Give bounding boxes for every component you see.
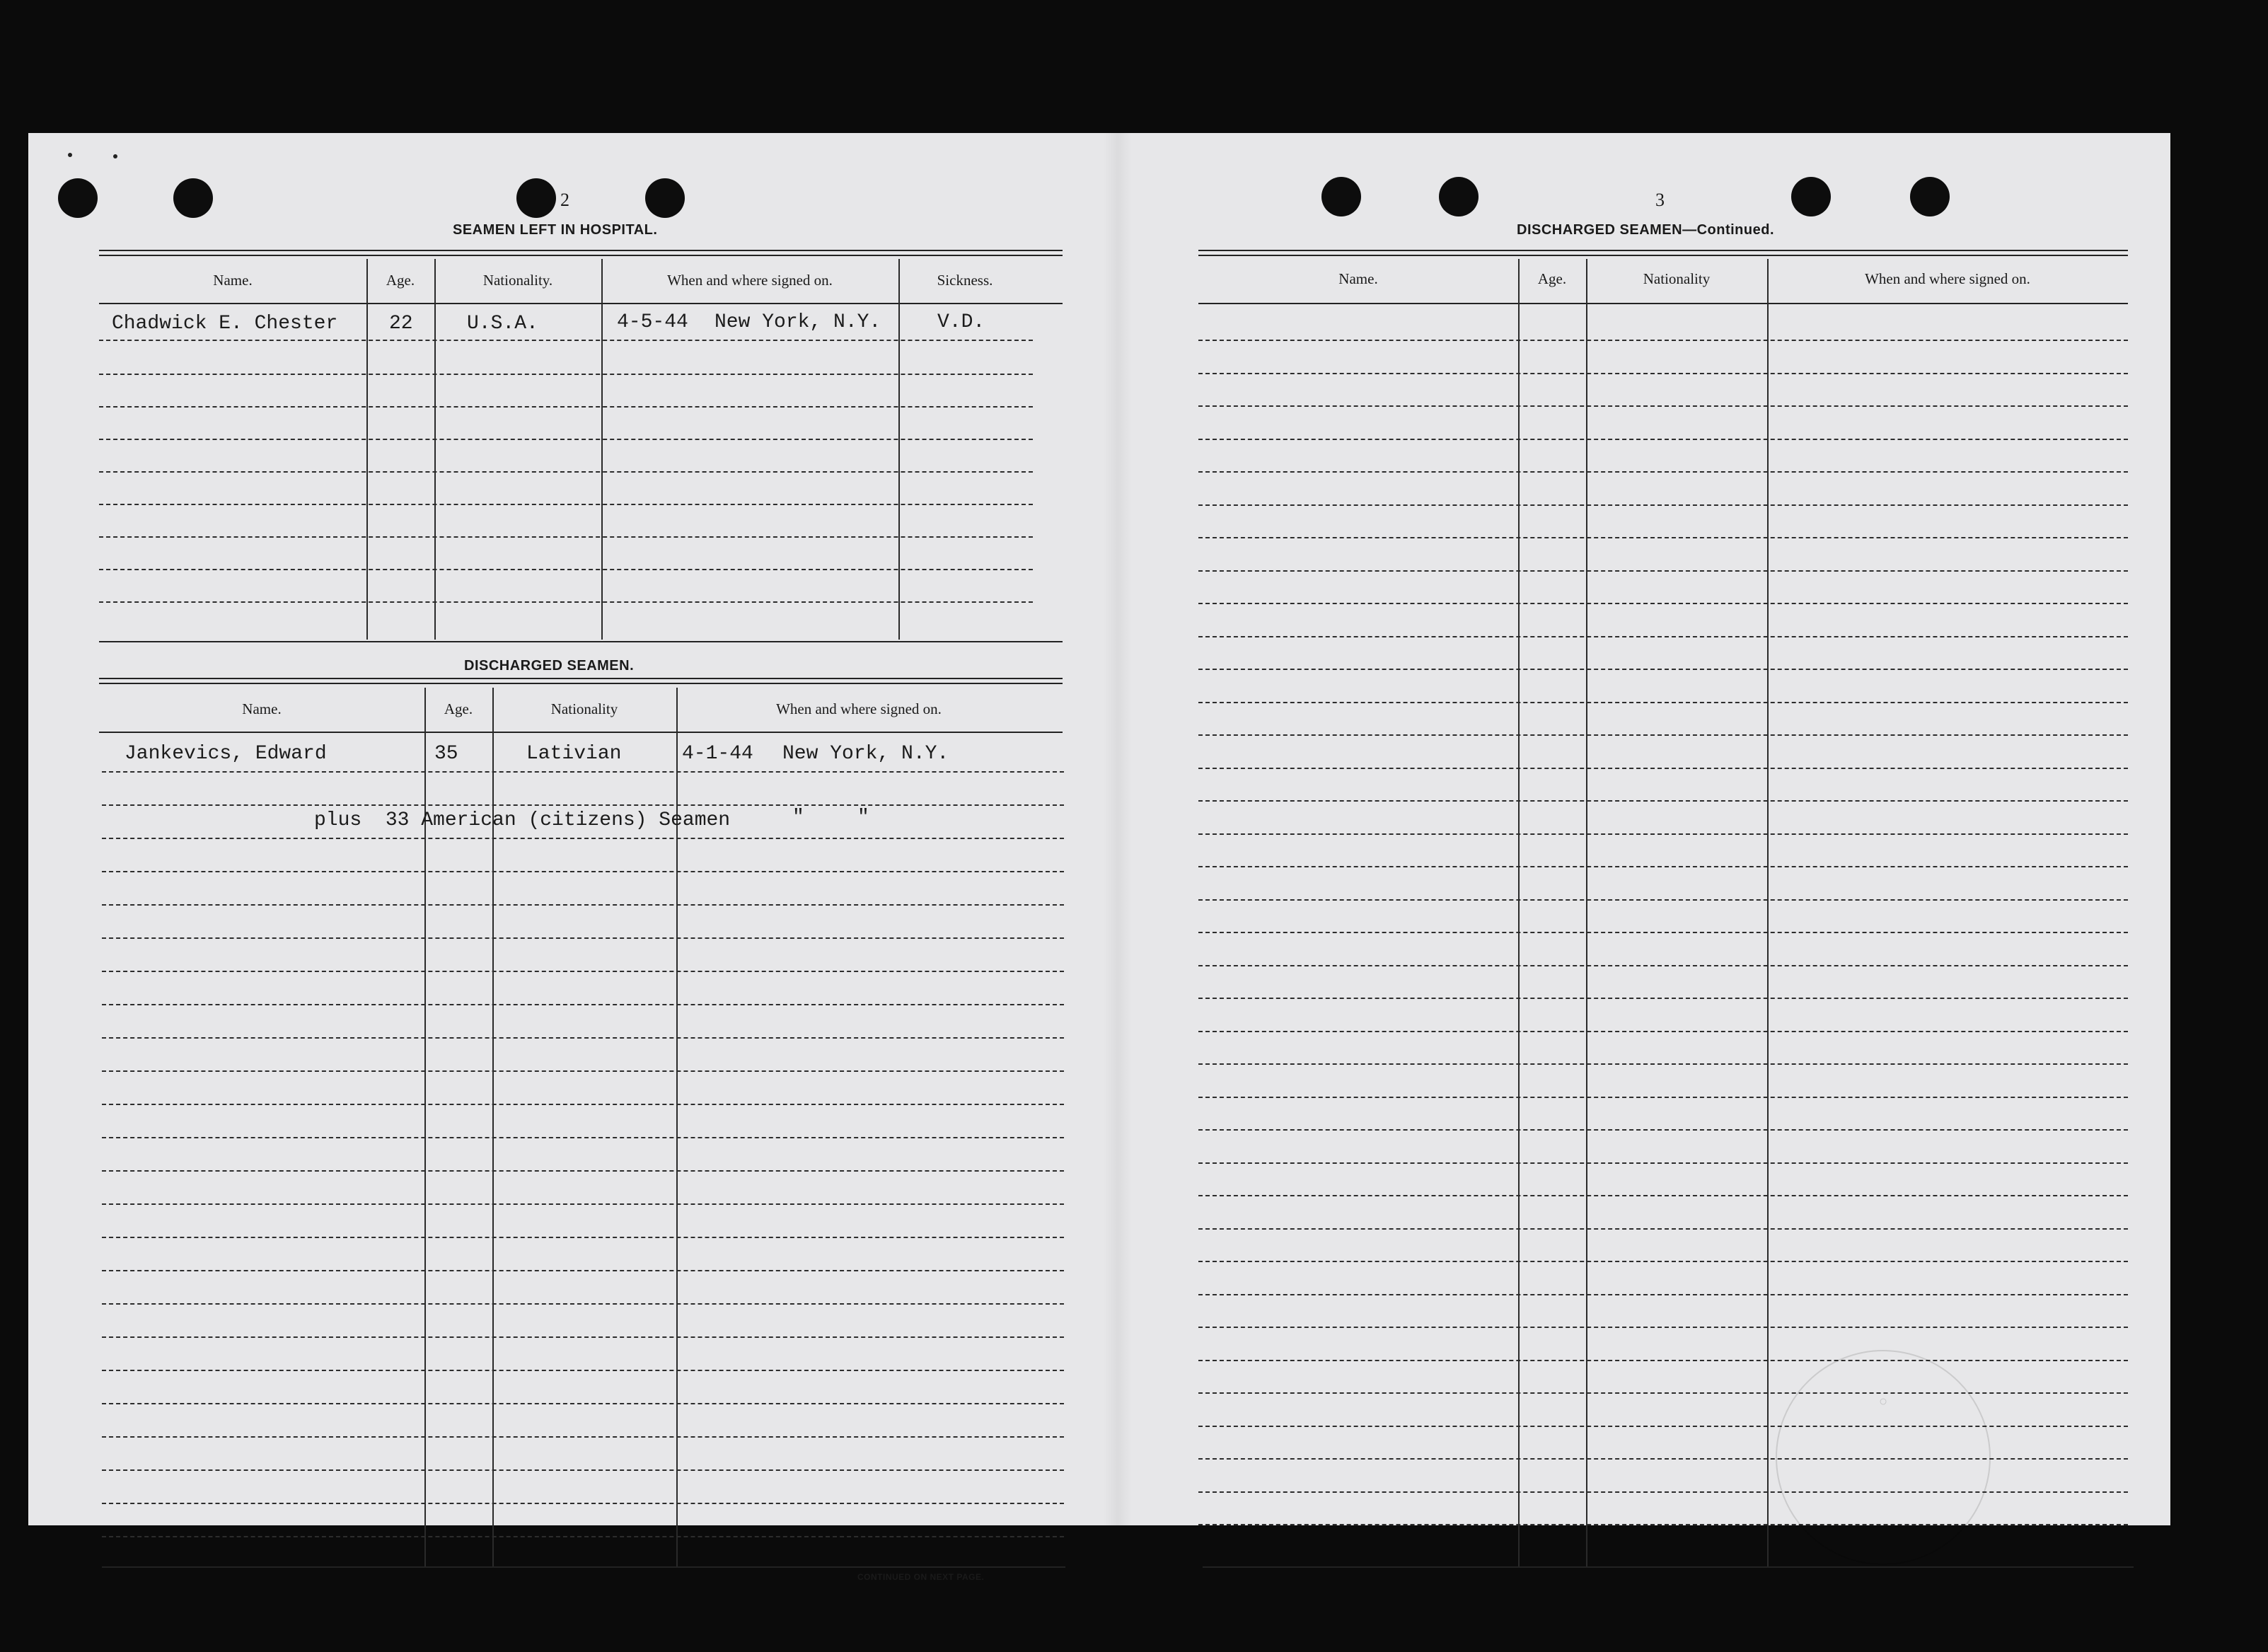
row-line <box>102 1237 1064 1238</box>
row-line <box>102 904 1064 906</box>
row-line <box>102 1370 1064 1371</box>
discharged-row-place: New York, N.Y. <box>782 743 949 765</box>
row-line <box>1198 537 2128 538</box>
row-line <box>1198 570 2128 572</box>
row-line <box>102 1004 1064 1005</box>
row-line <box>1198 603 2128 604</box>
row-line <box>1198 1327 2128 1328</box>
row-line <box>99 374 1033 375</box>
binder-hole <box>645 178 685 218</box>
row-line <box>99 536 1033 538</box>
discharged-note: plus 33 American (citizens) Seamen <box>314 809 731 831</box>
discharged-row-age: 35 <box>434 743 458 765</box>
row-line <box>1198 1031 2128 1032</box>
column-divider <box>1767 259 1769 1568</box>
ledger-sheet <box>28 133 2170 1582</box>
ditto-mark: " <box>792 807 804 828</box>
row-line <box>1198 800 2128 802</box>
row-line <box>102 1037 1064 1039</box>
row-line <box>102 871 1064 872</box>
col-header-age: Age. <box>444 700 473 717</box>
row-line <box>1198 504 2128 506</box>
row-line <box>1198 636 2128 637</box>
col-header-name: Name. <box>242 700 282 717</box>
row-line <box>1198 1360 2128 1361</box>
left-page <box>28 133 1118 1582</box>
row-line <box>1198 373 2128 374</box>
row-line <box>102 1436 1064 1438</box>
row-line <box>102 1503 1064 1504</box>
row-line <box>1198 1261 2128 1262</box>
col-header-signed-on: When and where signed on. <box>667 272 833 289</box>
discharged-row-name: Jankevics, Edward <box>125 743 327 765</box>
row-line <box>1198 1097 2128 1098</box>
col-header-name: Name. <box>213 272 253 289</box>
row-line <box>1198 1063 2128 1065</box>
row-line <box>1198 439 2128 440</box>
column-divider <box>1586 259 1587 1568</box>
rule <box>1198 255 2128 256</box>
row-line <box>102 838 1064 839</box>
row-line <box>1198 405 2128 407</box>
column-divider <box>366 259 368 640</box>
row-line <box>102 804 1064 806</box>
hospital-row-name: Chadwick E. Chester <box>112 313 338 335</box>
row-line <box>99 569 1033 570</box>
col-header-nationality: Nationality. <box>482 272 553 289</box>
row-line <box>102 1336 1064 1338</box>
rule <box>1198 303 2128 304</box>
column-divider <box>1518 259 1520 1568</box>
hospital-row-date: 4-5-44 <box>617 311 688 333</box>
row-line <box>102 1270 1064 1271</box>
row-line <box>102 771 1064 773</box>
row-line <box>1198 669 2128 670</box>
page-number: 2 <box>560 190 569 210</box>
row-line <box>102 1536 1064 1537</box>
row-line <box>1198 932 2128 933</box>
row-line <box>1198 1294 2128 1295</box>
rule <box>99 641 1063 642</box>
column-divider <box>898 259 900 640</box>
rule <box>99 732 1063 733</box>
binder-hole <box>1910 177 1950 216</box>
rule <box>1198 250 2128 251</box>
rule <box>99 683 1063 684</box>
continued-note: CONTINUED ON NEXT PAGE. <box>857 1572 985 1582</box>
row-line <box>99 439 1033 440</box>
rule <box>99 250 1063 251</box>
rule <box>99 255 1063 256</box>
binder-hole <box>1791 177 1831 216</box>
col-header-nationality: Nationality <box>550 700 618 717</box>
row-line <box>1198 1524 2128 1525</box>
title-suffix: —Continued. <box>1682 222 1775 238</box>
col-header-signed-on: When and where signed on. <box>1865 270 2030 287</box>
hospital-row-nationality: U.S.A. <box>467 313 538 335</box>
rule <box>102 1566 1065 1568</box>
row-line <box>99 504 1033 505</box>
row-line <box>102 971 1064 972</box>
row-line <box>102 1203 1064 1205</box>
page-number: 3 <box>1655 190 1665 210</box>
col-header-nationality: Nationality <box>1643 270 1711 287</box>
row-line <box>1198 1426 2128 1427</box>
row-line <box>102 1137 1064 1138</box>
row-line <box>102 1469 1064 1471</box>
row-line <box>1198 702 2128 703</box>
row-line <box>1198 1195 2128 1196</box>
row-line <box>1198 1162 2128 1164</box>
rule <box>1203 1566 2134 1568</box>
speck <box>68 153 72 157</box>
discharged-row-date: 4-1-44 <box>682 743 753 765</box>
row-line <box>1198 1228 2128 1230</box>
row-line <box>1198 899 2128 901</box>
row-line <box>1198 1491 2128 1493</box>
hospital-row-sickness: V.D. <box>937 311 985 333</box>
section-title-hospital: SEAMEN LEFT IN HOSPITAL. <box>453 222 658 238</box>
hospital-row-place: New York, N.Y. <box>714 311 881 333</box>
col-header-age: Age. <box>1537 270 1567 287</box>
row-line <box>1198 965 2128 966</box>
row-line <box>1198 998 2128 999</box>
row-line <box>102 1104 1064 1105</box>
row-line <box>102 1170 1064 1172</box>
col-header-signed-on: When and where signed on. <box>776 700 942 717</box>
ditto-mark: " <box>857 807 869 828</box>
binder-hole <box>58 178 98 218</box>
binder-hole <box>1439 177 1479 216</box>
row-line <box>1198 734 2128 736</box>
rule <box>99 678 1063 679</box>
right-page <box>1118 133 2170 1525</box>
row-line <box>1198 833 2128 835</box>
row-line <box>99 471 1033 473</box>
row-line <box>102 1070 1064 1072</box>
row-line <box>1198 340 2128 341</box>
archive-stamp: ○ <box>1776 1350 1991 1565</box>
row-line <box>99 406 1033 408</box>
speck <box>113 154 117 158</box>
column-divider <box>601 259 603 640</box>
binder-hole <box>1321 177 1361 216</box>
row-line <box>99 340 1033 341</box>
hospital-row-age: 22 <box>389 313 413 335</box>
binder-hole <box>516 178 556 218</box>
row-line <box>1198 471 2128 473</box>
row-line <box>1198 866 2128 867</box>
section-title-discharged-continued <box>1517 222 1774 238</box>
row-line <box>102 1303 1064 1305</box>
col-header-name: Name. <box>1338 270 1378 287</box>
rule <box>99 303 1063 304</box>
row-line <box>99 601 1033 603</box>
title-main: DISCHARGED SEAMEN <box>1517 222 1683 238</box>
discharged-row-nationality: Lativian <box>526 743 622 765</box>
col-header-age: Age. <box>386 272 415 289</box>
column-divider <box>434 259 436 640</box>
row-line <box>1198 1129 2128 1131</box>
row-line <box>102 937 1064 939</box>
col-header-sickness: Sickness. <box>937 272 993 289</box>
section-title-discharged: DISCHARGED SEAMEN. <box>464 658 635 674</box>
row-line <box>102 1403 1064 1404</box>
row-line <box>1198 768 2128 769</box>
binder-hole <box>173 178 213 218</box>
